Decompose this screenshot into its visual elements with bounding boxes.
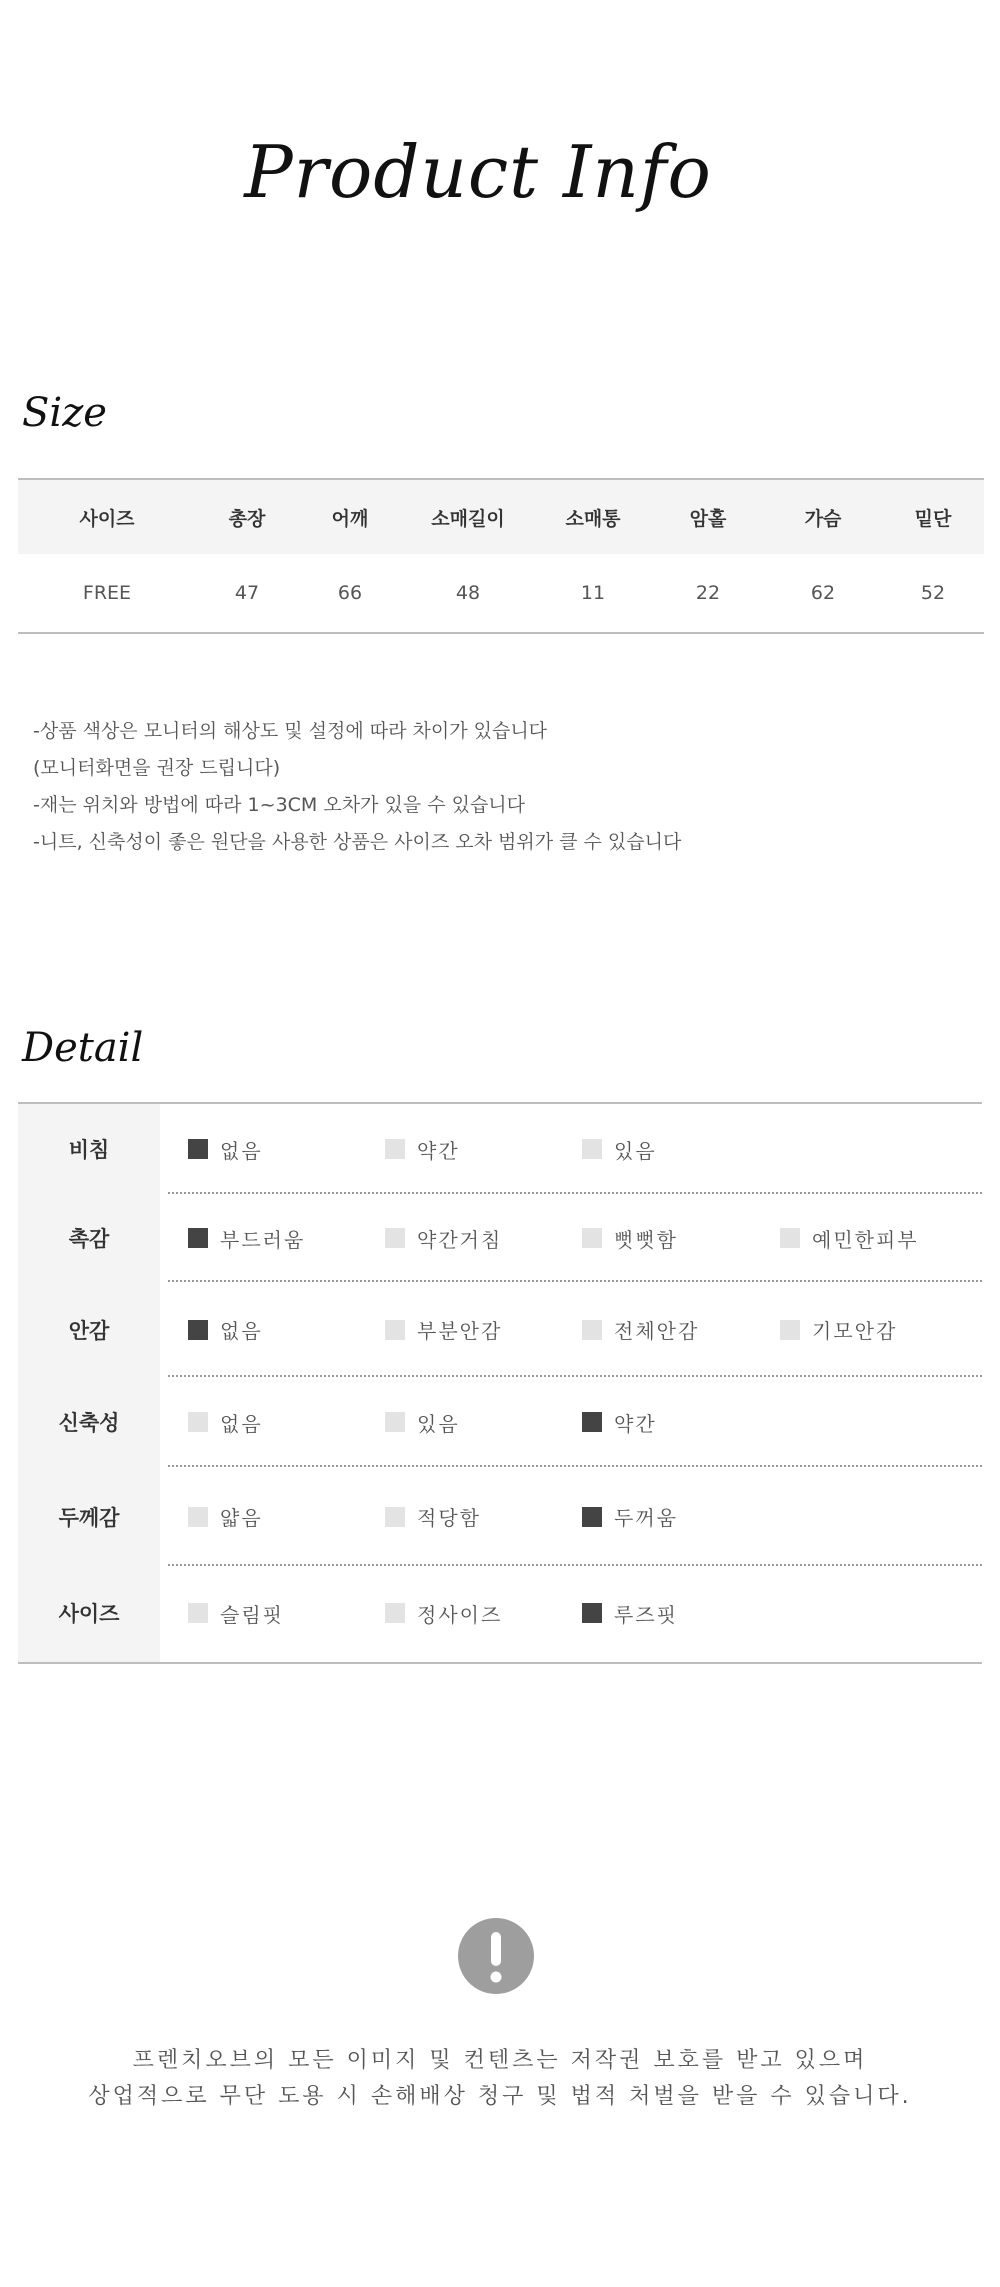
checkbox-icon	[188, 1228, 208, 1248]
copyright-line: 상업적으로 무단 도용 시 손해배상 청구 및 법적 처벌을 받을 수 있습니다.	[88, 2084, 912, 2109]
exclamation-icon-svg	[458, 1918, 534, 1994]
detail-row-see-through	[18, 1104, 982, 1194]
detail-row-label: 신축성	[58, 1411, 120, 1435]
detail-option-label: 정사이즈	[417, 1602, 503, 1627]
detail-row-label: 사이즈	[58, 1602, 120, 1626]
checkbox-icon	[582, 1320, 602, 1340]
detail-option-label: 부분안감	[417, 1319, 503, 1343]
detail-option	[188, 1467, 263, 1566]
checkbox-icon	[780, 1228, 800, 1248]
detail-option-label: 뻣뻣함	[614, 1227, 678, 1252]
detail-option-label: 있음	[417, 1411, 460, 1436]
size-col-header: 소매길이	[402, 479, 534, 554]
detail-option	[188, 1282, 263, 1377]
detail-option	[582, 1194, 678, 1282]
detail-option	[385, 1377, 460, 1467]
detail-row-label: 안감	[68, 1318, 110, 1343]
detail-option-label: 없음	[220, 1319, 263, 1343]
size-col-header: 총장	[196, 479, 298, 554]
detail-option	[385, 1566, 502, 1660]
detail-option	[385, 1282, 502, 1377]
size-cell: 52	[920, 582, 946, 604]
size-col-header: 밑단	[882, 479, 984, 554]
detail-option	[385, 1467, 481, 1566]
detail-table	[18, 1102, 982, 1664]
detail-option	[385, 1194, 502, 1282]
copyright-line: 프렌치오브의 모든 이미지 및 컨텐츠는 저작권 보호를 받고 있으며	[132, 2048, 868, 2073]
detail-option	[780, 1282, 897, 1377]
detail-option-label: 적당함	[417, 1506, 481, 1530]
detail-option-label: 얇음	[220, 1506, 263, 1530]
size-cell: 62	[810, 582, 836, 604]
note-item: -상품 색상은 모니터의 해상도 및 설정에 따라 차이가 있습니다	[33, 720, 548, 742]
detail-option-label: 부드러움	[220, 1227, 306, 1252]
size-cell: 66	[337, 582, 363, 604]
detail-row-lining	[18, 1282, 982, 1377]
detail-option	[188, 1566, 284, 1660]
detail-option-label: 없음	[220, 1138, 263, 1163]
detail-option	[582, 1104, 657, 1194]
detail-option-label: 루즈핏	[614, 1602, 678, 1627]
detail-section-title: Detail	[22, 1025, 144, 1071]
size-cell: 47	[234, 582, 260, 604]
detail-option	[582, 1282, 699, 1377]
size-cell: 48	[455, 582, 481, 604]
detail-option	[780, 1194, 919, 1282]
checkbox-icon	[385, 1412, 405, 1432]
detail-option-label: 기모안감	[812, 1319, 898, 1343]
note-item: -니트, 신축성이 좋은 원단을 사용한 상품은 사이즈 오차 범위가 클 수 있습니다	[33, 831, 682, 853]
detail-option-label: 예민한피부	[812, 1227, 919, 1252]
detail-option	[188, 1104, 263, 1194]
detail-option-label: 약간	[417, 1138, 460, 1163]
detail-option	[582, 1377, 657, 1467]
checkbox-icon	[385, 1603, 405, 1623]
size-table	[18, 478, 984, 634]
detail-row-thickness	[18, 1467, 982, 1566]
checkbox-icon	[780, 1320, 800, 1340]
checkbox-icon	[188, 1603, 208, 1623]
detail-option-label: 두꺼움	[614, 1506, 678, 1530]
size-col-header: 어깨	[298, 479, 402, 554]
checkbox-icon	[385, 1228, 405, 1248]
checkbox-icon	[188, 1412, 208, 1432]
size-col-header: 사이즈	[18, 479, 196, 554]
table-row	[18, 554, 984, 633]
detail-row-fit	[18, 1566, 982, 1660]
detail-option-label: 약간	[614, 1411, 657, 1436]
detail-option	[582, 1566, 678, 1660]
checkbox-icon	[582, 1228, 602, 1248]
detail-row-label: 두께감	[58, 1505, 120, 1530]
checkbox-icon	[582, 1507, 602, 1527]
detail-option	[188, 1194, 305, 1282]
checkbox-icon	[385, 1507, 405, 1527]
checkbox-icon	[385, 1139, 405, 1159]
checkbox-icon	[188, 1507, 208, 1527]
detail-row-label: 비침	[68, 1138, 110, 1162]
checkbox-icon	[582, 1412, 602, 1432]
checkbox-icon	[582, 1139, 602, 1159]
size-table-header-row	[18, 479, 984, 554]
checkbox-icon	[582, 1603, 602, 1623]
detail-option	[385, 1104, 460, 1194]
size-col-header: 가슴	[764, 479, 882, 554]
checkbox-icon	[188, 1320, 208, 1340]
detail-row-texture	[18, 1194, 982, 1282]
note-item: -재는 위치와 방법에 따라 1~3CM 오차가 있을 수 있습니다	[33, 794, 526, 816]
checkbox-icon	[188, 1139, 208, 1159]
detail-option-label: 약간거침	[417, 1227, 503, 1252]
exclamation-icon	[458, 1918, 534, 1994]
page-title: Product Info	[244, 130, 712, 214]
size-cell: 11	[580, 582, 606, 604]
size-cell: 22	[695, 582, 721, 604]
checkbox-icon	[385, 1320, 405, 1340]
size-cell: FREE	[82, 582, 132, 604]
size-col-header: 소매통	[534, 479, 652, 554]
detail-option-label: 있음	[614, 1138, 657, 1163]
note-item: (모니터화면을 권장 드립니다)	[33, 757, 281, 779]
detail-option	[188, 1377, 263, 1467]
detail-option-label: 전체안감	[614, 1319, 700, 1343]
size-notes	[33, 713, 681, 861]
detail-option	[582, 1467, 678, 1566]
copyright-notice	[0, 2043, 1000, 2115]
detail-option-label: 슬림핏	[220, 1602, 284, 1627]
detail-row-label: 촉감	[68, 1227, 110, 1251]
detail-option-label: 없음	[220, 1411, 263, 1436]
detail-row-stretch	[18, 1377, 982, 1467]
size-col-header: 암홀	[652, 479, 764, 554]
size-section-title: Size	[22, 390, 107, 436]
